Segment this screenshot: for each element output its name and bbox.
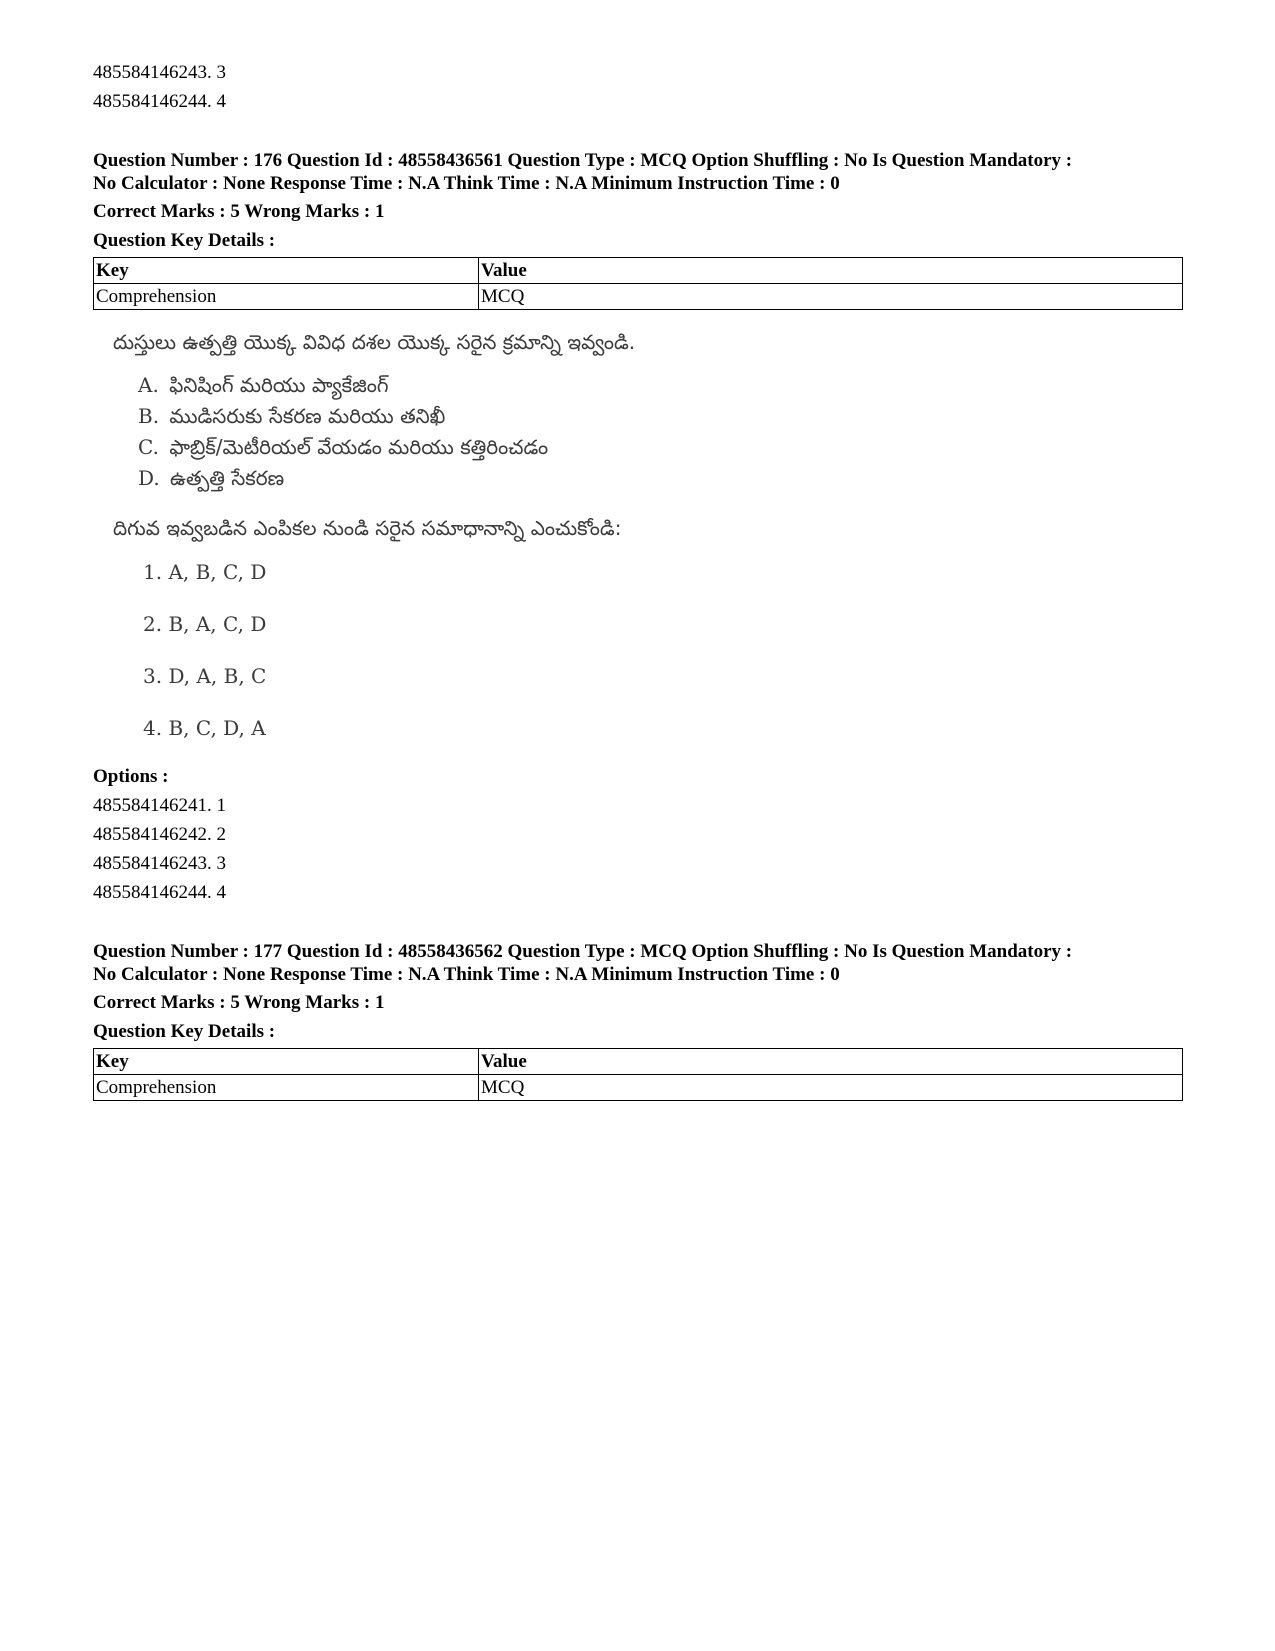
choice-list: [143, 552, 833, 760]
statement-label: A.: [138, 373, 159, 397]
statement-label: C.: [138, 435, 159, 459]
statement-item: [138, 463, 833, 494]
question-header-line-1: Question Number : 176 Question Id : 48558436561 Question Type : MCQ Option Shuffling : No Is Question Mandatory :: [93, 150, 1073, 171]
table-row: [94, 284, 1183, 310]
options-label: Options :: [93, 766, 169, 787]
table-cell-value: MCQ: [479, 284, 1183, 310]
question-instruction: దిగువ ఇవ్వబడిన ఎంపికల నుండి సరైన సమాధానాన్ని ఎంచుకోండి:: [113, 516, 622, 540]
table-cell-key: Comprehension: [94, 284, 479, 310]
statement-text: ఉత్పత్తి సేకరణ: [170, 466, 285, 490]
question-header-line-2: No Calculator : None Response Time : N.A Think Time : N.A Minimum Instruction Time : 0: [93, 964, 840, 985]
question-header: [93, 149, 1183, 195]
question-177: [93, 940, 1183, 1101]
table-header-row: [94, 1049, 1183, 1075]
statement-item: [138, 370, 833, 401]
statement-label: D.: [138, 466, 160, 490]
choice-item: 2. B, A, C, D: [143, 612, 267, 636]
key-details-table: [93, 257, 1183, 310]
option-line: 485584146244. 4: [93, 91, 226, 112]
table-header-key: Key: [94, 258, 479, 284]
table-cell-value: MCQ: [479, 1075, 1183, 1101]
question-header: [93, 940, 1183, 986]
previous-options: [93, 58, 1183, 116]
option-line: 485584146241. 1: [93, 795, 226, 816]
statement-text: ఫాబ్రిక్/మెటీరియల్ వేయడం మరియు కత్తిరించడం: [169, 435, 549, 459]
question-stem: దుస్తులు ఉత్పత్తి యొక్క వివిధ దశల యొక్క సరైన క్రమాన్ని ఇవ్వండి.: [113, 330, 636, 354]
option-line: 485584146244. 4: [93, 882, 226, 903]
choice-item: 1. A, B, C, D: [143, 560, 267, 584]
statement-label: B.: [138, 404, 160, 428]
choice-item: 3. D, A, B, C: [143, 664, 267, 688]
key-details-label: Question Key Details :: [93, 230, 276, 251]
table-row: [94, 1075, 1183, 1101]
table-header-value: Value: [479, 1049, 1183, 1075]
question-176: [93, 149, 1183, 907]
table-header-row: [94, 258, 1183, 284]
document-page: [93, 58, 1183, 1105]
statement-item: [138, 432, 833, 463]
table-cell-key: Comprehension: [94, 1075, 479, 1101]
question-header-line-2: No Calculator : None Response Time : N.A Think Time : N.A Minimum Instruction Time : 0: [93, 173, 840, 194]
statement-text: ఫినిషింగ్ మరియు ప్యాకేజింగ్: [169, 373, 389, 397]
key-details-label: Question Key Details :: [93, 1021, 276, 1042]
table-header-key: Key: [94, 1049, 479, 1075]
statement-item: [138, 401, 833, 432]
question-image: [113, 328, 833, 760]
option-line: 485584146242. 2: [93, 824, 226, 845]
marks-line: Correct Marks : 5 Wrong Marks : 1: [93, 992, 385, 1013]
statement-list: [138, 370, 833, 494]
question-header-line-1: Question Number : 177 Question Id : 48558436562 Question Type : MCQ Option Shuffling : No Is Question Mandatory :: [93, 941, 1073, 962]
marks-line: Correct Marks : 5 Wrong Marks : 1: [93, 201, 385, 222]
key-details-table: [93, 1048, 1183, 1101]
table-header-value: Value: [479, 258, 1183, 284]
option-line: 485584146243. 3: [93, 62, 226, 83]
choice-item: 4. B, C, D, A: [143, 716, 266, 740]
statement-text: ముడిసరుకు సేకరణ మరియు తనిఖీ: [169, 404, 446, 428]
option-line: 485584146243. 3: [93, 853, 226, 874]
